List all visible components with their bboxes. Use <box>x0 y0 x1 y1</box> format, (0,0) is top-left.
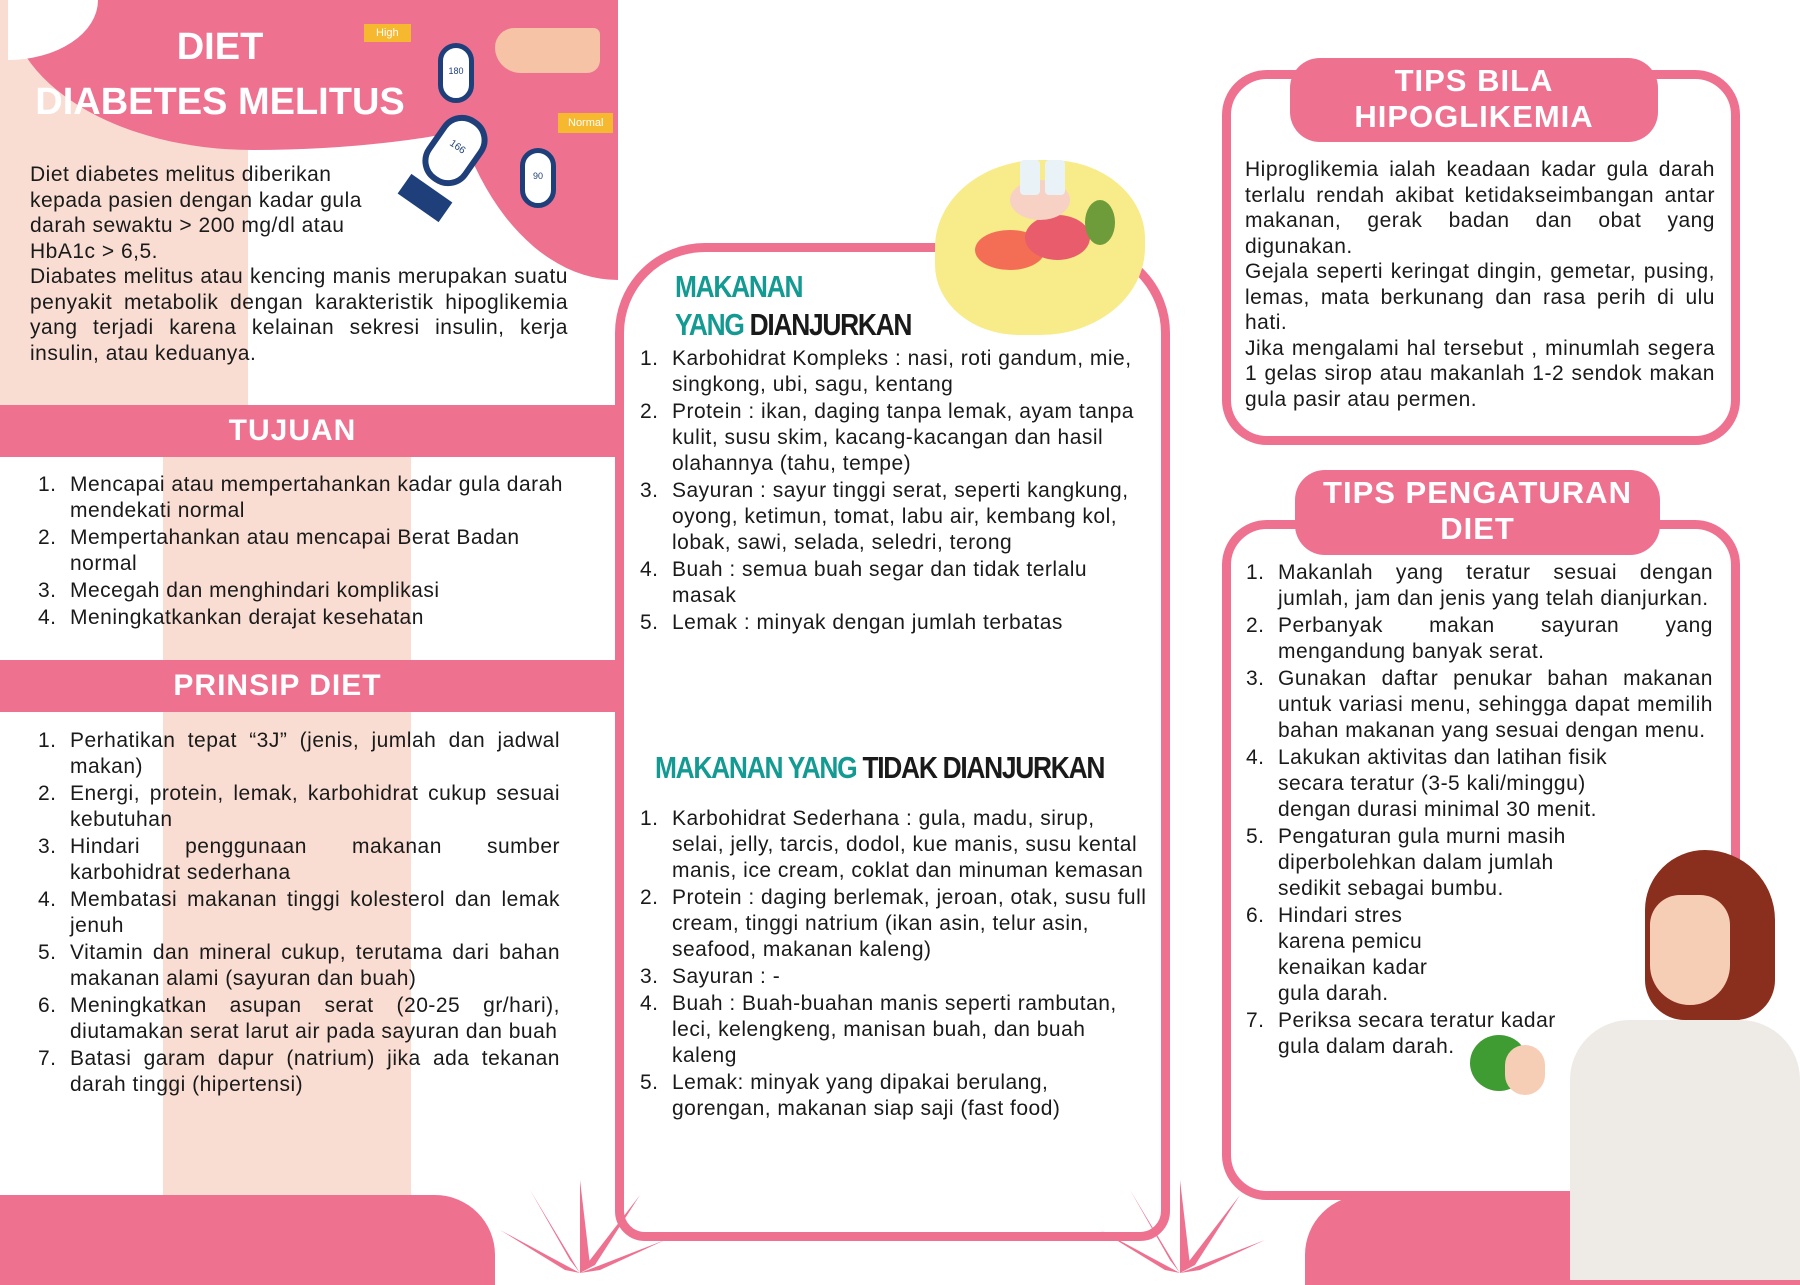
list-item: 2. Protein : ikan, daging tanpa lemak, ayam tanpa kulit, susu skim, kacang-kacangan dan hasil olahannya (tahu, tempe) <box>640 400 1134 475</box>
list-item: 1. Karbohidrat Kompleks : nasi, roti gandum, mie, singkong, ubi, sagu, kentang <box>640 347 1132 396</box>
meter-high <box>438 43 474 103</box>
dianjurkan-heading <box>675 268 953 344</box>
list-item: 3. Gunakan daftar penukar bahan makanan untuk variasi menu, sehingga dapat memilih bahan makanan yang sesuai dengan menu. <box>1246 667 1713 742</box>
pengaturan-title-line1: TIPS PENGATURAN <box>1323 475 1632 510</box>
leaf-decoration-right <box>1090 1170 1270 1273</box>
list-item: 4. Buah : Buah-buahan manis seperti rambutan, leci, kelengkeng, manisan buah, dan buah kaleng <box>640 992 1117 1067</box>
tidak-list <box>632 806 1147 1123</box>
pengaturan-list <box>1238 560 1713 1061</box>
list-item: 1. Perhatikan tepat “3J” (jenis, jumlah dan jadwal makan) <box>38 729 560 778</box>
heading-dianjurkan: DIANJURKAN <box>749 307 912 342</box>
list-item: 2. Mempertahankan atau mencapai Berat Badan normal <box>38 526 520 575</box>
heading-yang: YANG <box>675 307 744 342</box>
intro-p2: Diabates melitus atau kencing manis merupakan suatu penyakit metabolik dengan karakteristik hipoglikemia yang terjadi karena kelainan sekresi insulin, kerja insulin, atau keduanya. <box>30 265 568 365</box>
list-item: 7. Periksa secara teratur kadar gula dalam darah. <box>1246 1009 1556 1058</box>
badge-normal: Normal <box>558 113 613 133</box>
list-item: 3. Hindari penggunaan makanan sumber karbohidrat sederhana <box>38 835 560 884</box>
heading-makanan: MAKANAN <box>675 269 803 304</box>
list-item: 4. Buah : semua buah segar dan tidak terlalu masak <box>640 558 1088 607</box>
prinsip-list <box>30 728 560 1099</box>
list-item: 6. Hindari stres karena pemicu kenaikan kadar gula darah. <box>1246 904 1428 1005</box>
intro-p1: Diet diabetes melitus diberikan kepada pasien dengan kadar gula darah sewaktu > 200 mg/dl atau HbA1c > 6,5. <box>30 163 362 263</box>
list-item: 5. Lemak : minyak dengan jumlah terbatas <box>640 611 1063 634</box>
list-item: 5. Pengaturan gula murni masih diperbolehkan dalam jumlah sedikit sebagai bumbu. <box>1246 825 1566 900</box>
prinsip-band <box>0 660 615 712</box>
list-item: 2. Perbanyak makan sayuran yang mengandung banyak serat. <box>1246 614 1713 663</box>
bottom-left-shape <box>0 1195 495 1285</box>
list-item: 5. Vitamin dan mineral cukup, terutama dari bahan makanan alami (sayuran dan buah) <box>38 941 560 990</box>
meter-value-180: 180 <box>448 66 464 76</box>
tujuan-title: TUJUAN <box>228 414 357 447</box>
list-item: 2. Energi, protein, lemak, karbohidrat cukup sesuai kebutuhan <box>38 782 560 831</box>
tujuan-list <box>30 472 570 632</box>
header-title <box>25 20 415 130</box>
badge-high: High <box>364 24 411 42</box>
list-item: 3. Sayuran : sayur tinggi serat, seperti kangkung, oyong, ketimun, tomat, labu air, kembang kol, lobak, sawi, selada, seledri, terong <box>640 479 1129 554</box>
intro-text <box>30 162 568 366</box>
prinsip-title: PRINSIP DIET <box>173 669 382 702</box>
dianjurkan-list <box>632 346 1147 637</box>
milk-icon <box>1020 160 1040 195</box>
list-item: 5. Lemak: minyak yang dipakai berulang, gorengan, makanan siap saji (fast food) <box>640 1071 1061 1120</box>
heading-makanan-yang: MAKANAN YANG <box>655 750 857 785</box>
tujuan-band <box>0 405 615 457</box>
hipo-p2: Gejala seperti keringat dingin, gemetar, pusing, lemas, mata berkunang dan rasa perih di ulu hati. <box>1245 260 1715 334</box>
list-item: 2. Protein : daging berlemak, jeroan, otak, susu full cream, tinggi natrium (ikan asin, telur asin, seafood, makanan kaleng) <box>640 886 1147 961</box>
meter-value-90: 90 <box>532 171 543 181</box>
pengaturan-title <box>1295 470 1660 555</box>
meter-value-166: 166 <box>447 137 468 157</box>
hipo-title-line2: HIPOGLIKEMIA <box>1354 99 1594 134</box>
hipo-text <box>1245 157 1715 412</box>
milk-icon <box>1045 160 1065 195</box>
heading-tidak-dianjurkan: TIDAK DIANJURKAN <box>862 750 1105 785</box>
meat-icon <box>1025 215 1090 260</box>
tidak-dianjurkan-heading <box>655 750 1104 786</box>
list-item: 3. Sayuran : - <box>640 965 781 988</box>
hipo-p1: Hiproglikemia ialah keadaan kadar gula darah terlalu rendah akibat ketidakseimbangan antar makanan, gerak badan dan obat yang digunakan. <box>1245 158 1715 258</box>
list-item: 4. Membatasi makanan tinggi kolesterol dan lemak jenuh <box>38 888 560 937</box>
leaf-decoration-left <box>490 1170 670 1273</box>
avocado-icon <box>1085 200 1115 245</box>
list-item: 6. Meningkatkan asupan serat (20-25 gr/hari), diutamakan serat larut air pada sayuran dan buah <box>38 994 560 1043</box>
list-item: 1. Karbohidrat Sederhana : gula, madu, sirup, selai, jelly, tarcis, dodol, kue manis, susu kental manis, ice cream, coklat dan minuman kemasan <box>640 807 1144 882</box>
list-item: 3. Mecegah dan menghindari komplikasi <box>38 579 440 602</box>
hand-top <box>495 28 600 73</box>
pengaturan-title-line2: DIET <box>1440 511 1515 546</box>
title-line-2: DIABETES MELITUS <box>35 81 405 123</box>
list-item: 1. Makanlah yang teratur sesuai dengan jumlah, jam dan jenis yang telah dianjurkan. <box>1246 561 1713 610</box>
hipo-title-line1: TIPS BILA <box>1394 63 1554 98</box>
hipo-p3: Jika mengalami hal tersebut , minumlah segera 1 gelas sirop atau makanlah 1-2 sendok makan gula pasir atau permen. <box>1245 336 1715 411</box>
food-illustration <box>935 160 1145 335</box>
list-item: 4. Meningkatkankan derajat kesehatan <box>38 606 424 629</box>
list-item: 7. Batasi garam dapur (natrium) jika ada tekanan darah tinggi (hipertensi) <box>38 1047 560 1096</box>
hipo-title <box>1290 58 1658 142</box>
title-line-1: DIET <box>176 26 264 68</box>
list-item: 4. Lakukan aktivitas dan latihan fisik secara teratur (3-5 kali/minggu) dengan durasi minimal 30 menit. <box>1246 746 1608 821</box>
list-item: 1. Mencapai atau mempertahankan kadar gula darah mendekati normal <box>38 473 563 522</box>
